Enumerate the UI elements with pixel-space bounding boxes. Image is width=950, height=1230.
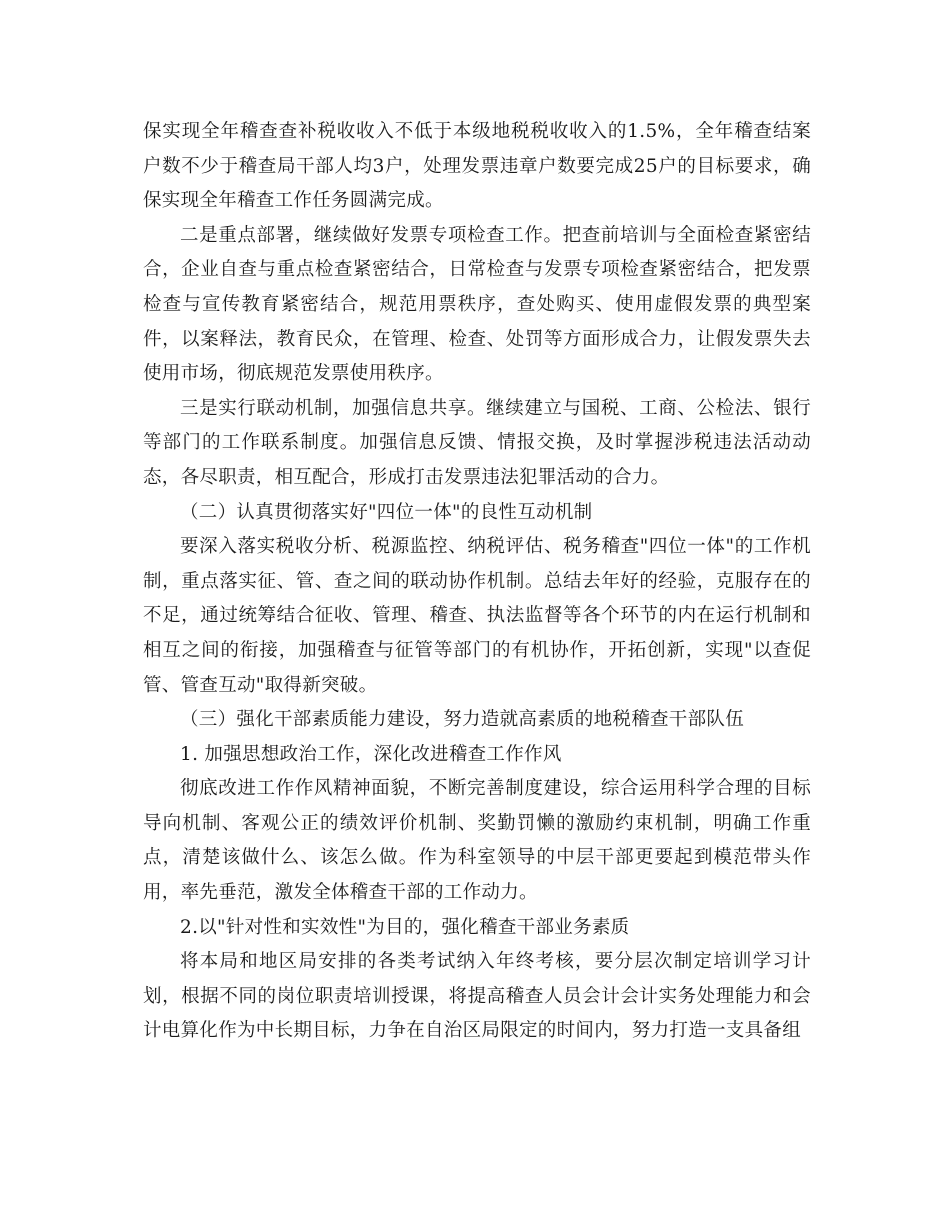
paragraph-invoice-inspection: 二是重点部署，继续做好发票专项检查工作。把查前培训与全面检查紧密结合，企业自查与重点检查紧密结合，日常检查与发票专项检查紧密结合，把发票检查与宣传教育紧密结合，规范用票秩序，查处购买、使用虚假发票的典型案件，以案释法，教育民众，在管理、检查、处罚等方面形成合力，让假发票失去使用市场，彻底规范发票使用秩序。 xyxy=(143,224,811,385)
paragraph-continuation: 保实现全年稽查查补税收收入不低于本级地税税收收入的1.5%，全年稽查结案户数不少于稽查局干部人均3户，处理发票违章户数要完成25户的目标要求，确保实现全年稽查工作任务圆满完成。 xyxy=(143,121,811,212)
subheading-business-quality: 2.以"针对性和实效性"为目的，强化稽查干部业务素质 xyxy=(180,916,630,938)
section-heading-four-in-one: （二）认真贯彻落实好"四位一体"的良性互动机制 xyxy=(180,501,593,523)
subheading-political-work: 1. 加强思想政治工作，深化改进稽查工作作风 xyxy=(180,743,562,765)
section-heading-cadre-capacity: （三）强化干部素质能力建设，努力造就高素质的地税稽查干部队伍 xyxy=(180,709,745,731)
document-body xyxy=(143,115,811,1049)
paragraph-four-in-one: 要深入落实税收分析、税源监控、纳税评估、税务稽查"四位一体"的工作机制，重点落实征、管、查之间的联动协作机制。总结去年好的经验，克服存在的不足，通过统筹结合征收、管理、稽查、执法监督等各个环节的内在运行机制和相互之间的衔接，加强稽查与征管等部门的有机协作，开拓创新，实现"以查促管、管查互动"取得新突破。 xyxy=(143,536,811,696)
paragraph-work-style: 彻底改进工作作风精神面貌，不断完善制度建设，综合运用科学合理的目标导向机制、客观公正的绩效评价机制、奖勤罚懒的激励约束机制，明确工作重点，清楚该做什么、该怎么做。作为科室领导的中层干部更要起到模范带头作用，率先垂范，激发全体稽查干部的工作动力。 xyxy=(143,778,811,904)
paragraph-linkage-mechanism: 三是实行联动机制，加强信息共享。继续建立与国税、工商、公检法、银行等部门的工作联系制度。加强信息反馈、情报交换，及时掌握涉税违法活动动态，各尽职责，相互配合，形成打击发票违法犯罪活动的合力。 xyxy=(143,397,811,488)
paragraph-training-plan: 将本局和地区局安排的各类考试纳入年终考核，要分层次制定培训学习计划，根据不同的岗位职责培训授课，将提高稽查人员会计会计实务处理能力和会计电算化作为中长期目标，力争在自治区局限定的时间内，努力打造一支具备组 xyxy=(143,951,811,1042)
